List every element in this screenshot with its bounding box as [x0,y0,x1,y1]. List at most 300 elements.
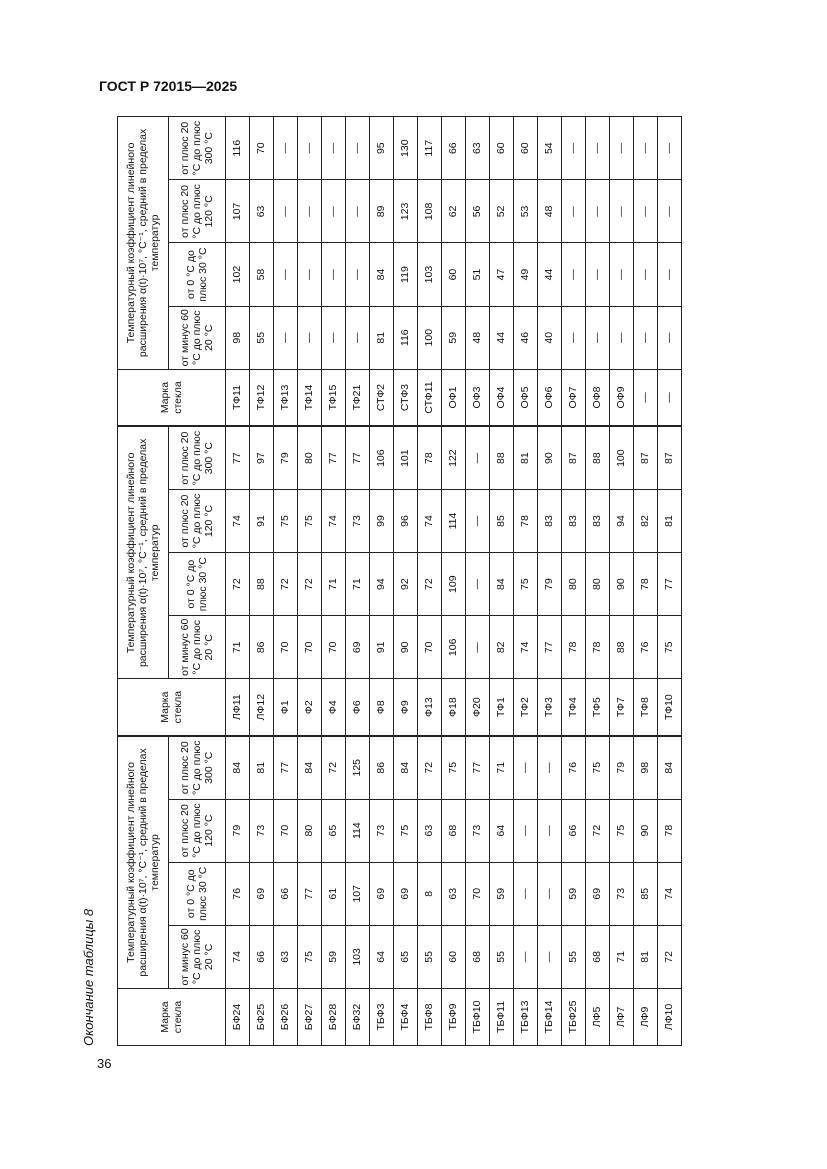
glass-mark-cell: ТФ1 [490,679,514,736]
range-header: от плюс 20 °C до плюс 300 °C [169,117,226,180]
value-cell: — [538,862,562,925]
value-cell: 69 [250,862,274,925]
value-cell: 75 [394,799,418,862]
value-cell: 90 [394,616,418,679]
value-cell: 79 [538,553,562,616]
value-cell: 60 [514,117,538,180]
value-cell: 87 [634,426,658,489]
value-cell: — [634,243,658,306]
value-cell: 72 [418,553,442,616]
value-cell: — [610,243,634,306]
range-header: от минус 60 °C до плюс 20 °C [169,306,226,369]
table-row [274,117,298,1046]
value-cell: 76 [226,862,250,925]
value-cell: 91 [250,489,274,552]
glass-mark-cell: ТФ7 [610,679,634,736]
value-cell: 74 [226,925,250,988]
value-cell: 77 [274,736,298,799]
value-cell: 73 [370,799,394,862]
value-cell: 66 [250,925,274,988]
value-cell: 80 [298,426,322,489]
value-cell: 52 [490,180,514,243]
value-cell: 107 [346,862,370,925]
value-cell: 114 [442,489,466,552]
value-cell: 75 [298,925,322,988]
glass-mark-cell: ОФ9 [610,369,634,426]
value-cell: 65 [322,799,346,862]
glass-mark-cell: ТФ11 [226,369,250,426]
value-cell: — [322,306,346,369]
value-cell: — [298,117,322,180]
value-cell: — [298,180,322,243]
glass-mark-cell: ТФ12 [250,369,274,426]
value-cell: 117 [418,117,442,180]
glass-mark-cell: ТФ5 [586,679,610,736]
value-cell: 81 [514,426,538,489]
value-cell: — [346,243,370,306]
value-cell: 125 [346,736,370,799]
value-cell: 49 [514,243,538,306]
table-row [442,117,466,1046]
value-cell: — [514,862,538,925]
value-cell: — [658,306,682,369]
value-cell: — [514,799,538,862]
glass-mark-cell: ТБФ4 [394,988,418,1045]
value-cell: 88 [610,616,634,679]
value-cell: — [322,243,346,306]
value-cell: 84 [658,736,682,799]
value-cell: 66 [442,117,466,180]
page-number: 36 [97,1056,112,1071]
table-row [490,117,514,1046]
glass-mark-cell: ЛФ9 [634,988,658,1045]
value-cell: 106 [442,616,466,679]
table-row [322,117,346,1046]
rotated-table-block [81,116,701,1046]
glass-mark-cell: БФ26 [274,988,298,1045]
value-cell: — [322,117,346,180]
data-table [117,116,682,1046]
table-row [586,117,610,1046]
glass-mark-cell: ЛФ7 [610,988,634,1045]
value-cell: 68 [586,925,610,988]
value-cell: — [562,117,586,180]
range-header: от плюс 20 °C до плюс 300 °C [169,426,226,489]
value-cell: 88 [250,553,274,616]
value-cell: 74 [322,489,346,552]
value-cell: 89 [370,180,394,243]
glass-mark-cell: Ф18 [442,679,466,736]
value-cell: 84 [370,243,394,306]
value-cell: — [658,243,682,306]
value-cell: 61 [322,862,346,925]
value-cell: — [562,243,586,306]
value-cell: 73 [466,799,490,862]
glass-mark-cell: ОФ1 [442,369,466,426]
glass-mark-cell: Ф9 [394,679,418,736]
range-header: от минус 60 °C до плюс 20 °C [169,616,226,679]
mark-header: Марка стекла [118,988,226,1045]
value-cell: 56 [466,180,490,243]
value-cell: 97 [250,426,274,489]
range-header: от плюс 20 °C до плюс 120 °C [169,799,226,862]
value-cell: — [346,180,370,243]
group-header: Температурный коэффициент линейного расширения α(t)·10⁷, °C⁻¹, средний в пределах температур [118,117,169,370]
table-row [634,117,658,1046]
range-header: от плюс 20 °C до плюс 120 °C [169,180,226,243]
value-cell: — [586,117,610,180]
table-caption: Окончание таблицы 8 [81,908,96,1046]
glass-mark-cell: СТФ3 [394,369,418,426]
range-header: от 0 °C до плюс 30 °C [169,862,226,925]
value-cell: 55 [418,925,442,988]
value-cell: 71 [490,736,514,799]
glass-mark-cell: ТБФ3 [370,988,394,1045]
value-cell: 74 [658,862,682,925]
value-cell: 77 [538,616,562,679]
value-cell: 100 [610,426,634,489]
value-cell: 55 [250,306,274,369]
value-cell: 48 [466,306,490,369]
mark-header: Марка стекла [118,369,226,426]
value-cell: 66 [562,799,586,862]
value-cell: 60 [490,117,514,180]
value-cell: — [466,426,490,489]
value-cell: 63 [442,862,466,925]
value-cell: — [274,180,298,243]
value-cell: 86 [250,616,274,679]
value-cell: 59 [322,925,346,988]
value-cell: — [274,117,298,180]
value-cell: 78 [658,799,682,862]
value-cell: 78 [562,616,586,679]
glass-mark-cell: ТФ8 [634,679,658,736]
value-cell: 78 [634,553,658,616]
value-cell: — [562,306,586,369]
value-cell: 81 [370,306,394,369]
value-cell: 78 [514,489,538,552]
value-cell: 77 [226,426,250,489]
value-cell: 79 [610,736,634,799]
table-row [514,117,538,1046]
glass-mark-cell: БФ32 [346,988,370,1045]
glass-mark-cell: ТФ10 [658,679,682,736]
value-cell: 72 [274,553,298,616]
value-cell: 59 [562,862,586,925]
value-cell: 82 [490,616,514,679]
value-cell: — [634,117,658,180]
value-cell: 77 [298,862,322,925]
value-cell: 75 [442,736,466,799]
value-cell: 90 [538,426,562,489]
value-cell: 40 [538,306,562,369]
value-cell: 75 [610,799,634,862]
glass-mark-cell: ТБФ11 [490,988,514,1045]
value-cell: 103 [418,243,442,306]
value-cell: 72 [418,736,442,799]
value-cell: 106 [370,426,394,489]
value-cell: 107 [226,180,250,243]
value-cell: 79 [274,426,298,489]
value-cell: 74 [418,489,442,552]
value-cell: 116 [226,117,250,180]
value-cell: 54 [538,117,562,180]
value-cell: 70 [418,616,442,679]
value-cell: 73 [250,799,274,862]
table-row [466,117,490,1046]
value-cell: — [514,736,538,799]
value-cell: 72 [658,925,682,988]
value-cell: 53 [514,180,538,243]
glass-mark-cell: ТБФ14 [538,988,562,1045]
value-cell: — [466,553,490,616]
value-cell: 70 [250,117,274,180]
glass-mark-cell: ТБФ25 [562,988,586,1045]
value-cell: 88 [490,426,514,489]
range-header: от 0 °C до плюс 30 °C [169,553,226,616]
glass-mark-cell: Ф2 [298,679,322,736]
value-cell: 58 [250,243,274,306]
value-cell: 83 [562,489,586,552]
value-cell: 70 [466,862,490,925]
value-cell: 96 [394,489,418,552]
value-cell: 66 [274,862,298,925]
value-cell: 87 [562,426,586,489]
glass-mark-cell: ЛФ10 [658,988,682,1045]
value-cell: 71 [610,925,634,988]
glass-mark-cell: Ф13 [418,679,442,736]
value-cell: 130 [394,117,418,180]
value-cell: — [658,180,682,243]
glass-mark-cell: ТБФ13 [514,988,538,1045]
value-cell: 80 [562,553,586,616]
value-cell: 64 [370,925,394,988]
value-cell: — [538,925,562,988]
range-header: от 0 °C до плюс 30 °C [169,243,226,306]
glass-mark-cell: ТФ13 [274,369,298,426]
value-cell: 98 [226,306,250,369]
value-cell: 122 [442,426,466,489]
table-body [226,117,682,1046]
value-cell: 69 [346,616,370,679]
glass-mark-cell: Ф8 [370,679,394,736]
value-cell: 81 [250,736,274,799]
value-cell: 55 [490,925,514,988]
value-cell: 92 [394,553,418,616]
value-cell: — [634,306,658,369]
glass-mark-cell: ТФ2 [514,679,538,736]
glass-mark-cell: ОФ6 [538,369,562,426]
value-cell: — [538,799,562,862]
value-cell: 108 [418,180,442,243]
value-cell: 60 [442,925,466,988]
table-row [226,117,250,1046]
table-row [370,117,394,1046]
value-cell: 70 [322,616,346,679]
value-cell: 62 [442,180,466,243]
value-cell: 84 [394,736,418,799]
glass-mark-cell: ТБФ10 [466,988,490,1045]
value-cell: 99 [370,489,394,552]
value-cell: 100 [418,306,442,369]
value-cell: 78 [418,426,442,489]
value-cell: 91 [370,616,394,679]
glass-mark-cell: ТФ14 [298,369,322,426]
value-cell: 82 [634,489,658,552]
value-cell: 77 [346,426,370,489]
value-cell: 69 [586,862,610,925]
glass-mark-cell: ЛФ12 [250,679,274,736]
glass-mark-cell: ТФ15 [322,369,346,426]
value-cell: 71 [322,553,346,616]
table-row [610,117,634,1046]
table-row [418,117,442,1046]
value-cell: — [586,243,610,306]
value-cell: 70 [274,799,298,862]
glass-mark-cell: ТБФ8 [418,988,442,1045]
value-cell: 84 [298,736,322,799]
value-cell: 95 [370,117,394,180]
value-cell: 73 [610,862,634,925]
range-header: от плюс 20 °C до плюс 300 °C [169,736,226,799]
table-row [562,117,586,1046]
value-cell: 116 [394,306,418,369]
glass-mark-cell: БФ24 [226,988,250,1045]
glass-mark-cell: ЛФ5 [586,988,610,1045]
glass-mark-cell: Ф20 [466,679,490,736]
value-cell: 90 [610,553,634,616]
value-cell: — [274,243,298,306]
value-cell: 88 [586,426,610,489]
value-cell: 114 [346,799,370,862]
glass-mark-cell: ТФ3 [538,679,562,736]
value-cell: 80 [586,553,610,616]
group-header: Температурный коэффициент линейного расширения α(t)·10⁷, °C⁻¹, средний в пределах температур [118,736,169,989]
value-cell: 59 [442,306,466,369]
value-cell: 73 [346,489,370,552]
range-header: от минус 60 °C до плюс 20 °C [169,925,226,988]
value-cell: — [298,243,322,306]
value-cell: 63 [418,799,442,862]
value-cell: 94 [370,553,394,616]
value-cell: 87 [658,426,682,489]
value-cell: 79 [226,799,250,862]
table-row [298,117,322,1046]
glass-mark-cell: ЛФ11 [226,679,250,736]
value-cell: 71 [346,553,370,616]
value-cell: 101 [394,426,418,489]
value-cell: 86 [370,736,394,799]
value-cell: 75 [274,489,298,552]
value-cell: 70 [274,616,298,679]
glass-mark-cell: Ф6 [346,679,370,736]
value-cell: 51 [466,243,490,306]
glass-mark-cell: ТФ4 [562,679,586,736]
glass-mark-cell: ОФ3 [466,369,490,426]
value-cell: — [274,306,298,369]
value-cell: 69 [394,862,418,925]
value-cell: 77 [322,426,346,489]
table-row [394,117,418,1046]
glass-mark-cell: — [658,369,682,426]
value-cell: 83 [538,489,562,552]
value-cell: — [298,306,322,369]
value-cell: — [514,925,538,988]
value-cell: 72 [586,799,610,862]
value-cell: 119 [394,243,418,306]
value-cell: 72 [226,553,250,616]
glass-mark-cell: БФ28 [322,988,346,1045]
value-cell: — [466,616,490,679]
glass-mark-cell: Ф1 [274,679,298,736]
value-cell: 70 [298,616,322,679]
value-cell: 94 [610,489,634,552]
value-cell: 85 [490,489,514,552]
glass-mark-cell: ОФ8 [586,369,610,426]
value-cell: 55 [562,925,586,988]
value-cell: 63 [250,180,274,243]
value-cell: 102 [226,243,250,306]
value-cell: 84 [226,736,250,799]
value-cell: 81 [658,489,682,552]
value-cell: 64 [490,799,514,862]
value-cell: 75 [658,616,682,679]
value-cell: — [322,180,346,243]
value-cell: 71 [226,616,250,679]
value-cell: — [610,117,634,180]
value-cell: 65 [394,925,418,988]
value-cell: — [346,117,370,180]
value-cell: 69 [370,862,394,925]
mark-header: Марка стекла [118,679,226,736]
value-cell: — [634,180,658,243]
value-cell: — [586,306,610,369]
value-cell: 72 [298,553,322,616]
value-cell: 60 [442,243,466,306]
value-cell: 109 [442,553,466,616]
table-row [346,117,370,1046]
value-cell: — [610,306,634,369]
value-cell: 76 [634,616,658,679]
value-cell: — [610,180,634,243]
group-header: Температурный коэффициент линейного расширения α(t)·10⁷, °C⁻¹, средний в пределах температур [118,426,169,679]
value-cell: 8 [418,862,442,925]
value-cell: — [466,489,490,552]
value-cell: 68 [466,925,490,988]
value-cell: 47 [490,243,514,306]
value-cell: 77 [466,736,490,799]
value-cell: 77 [658,553,682,616]
value-cell: 98 [634,736,658,799]
glass-mark-cell: БФ25 [250,988,274,1045]
table-row [250,117,274,1046]
value-cell: 72 [322,736,346,799]
glass-mark-cell: ТФ21 [346,369,370,426]
value-cell: 103 [346,925,370,988]
value-cell: 48 [538,180,562,243]
value-cell: 68 [442,799,466,862]
value-cell: 81 [634,925,658,988]
document-header: ГОСТ Р 72015—2025 [99,78,238,94]
value-cell: 44 [538,243,562,306]
value-cell: 63 [274,925,298,988]
value-cell: 76 [562,736,586,799]
glass-mark-cell: СТФ2 [370,369,394,426]
glass-mark-cell: СТФ11 [418,369,442,426]
glass-mark-cell: ОФ5 [514,369,538,426]
value-cell: — [346,306,370,369]
value-cell: 75 [298,489,322,552]
